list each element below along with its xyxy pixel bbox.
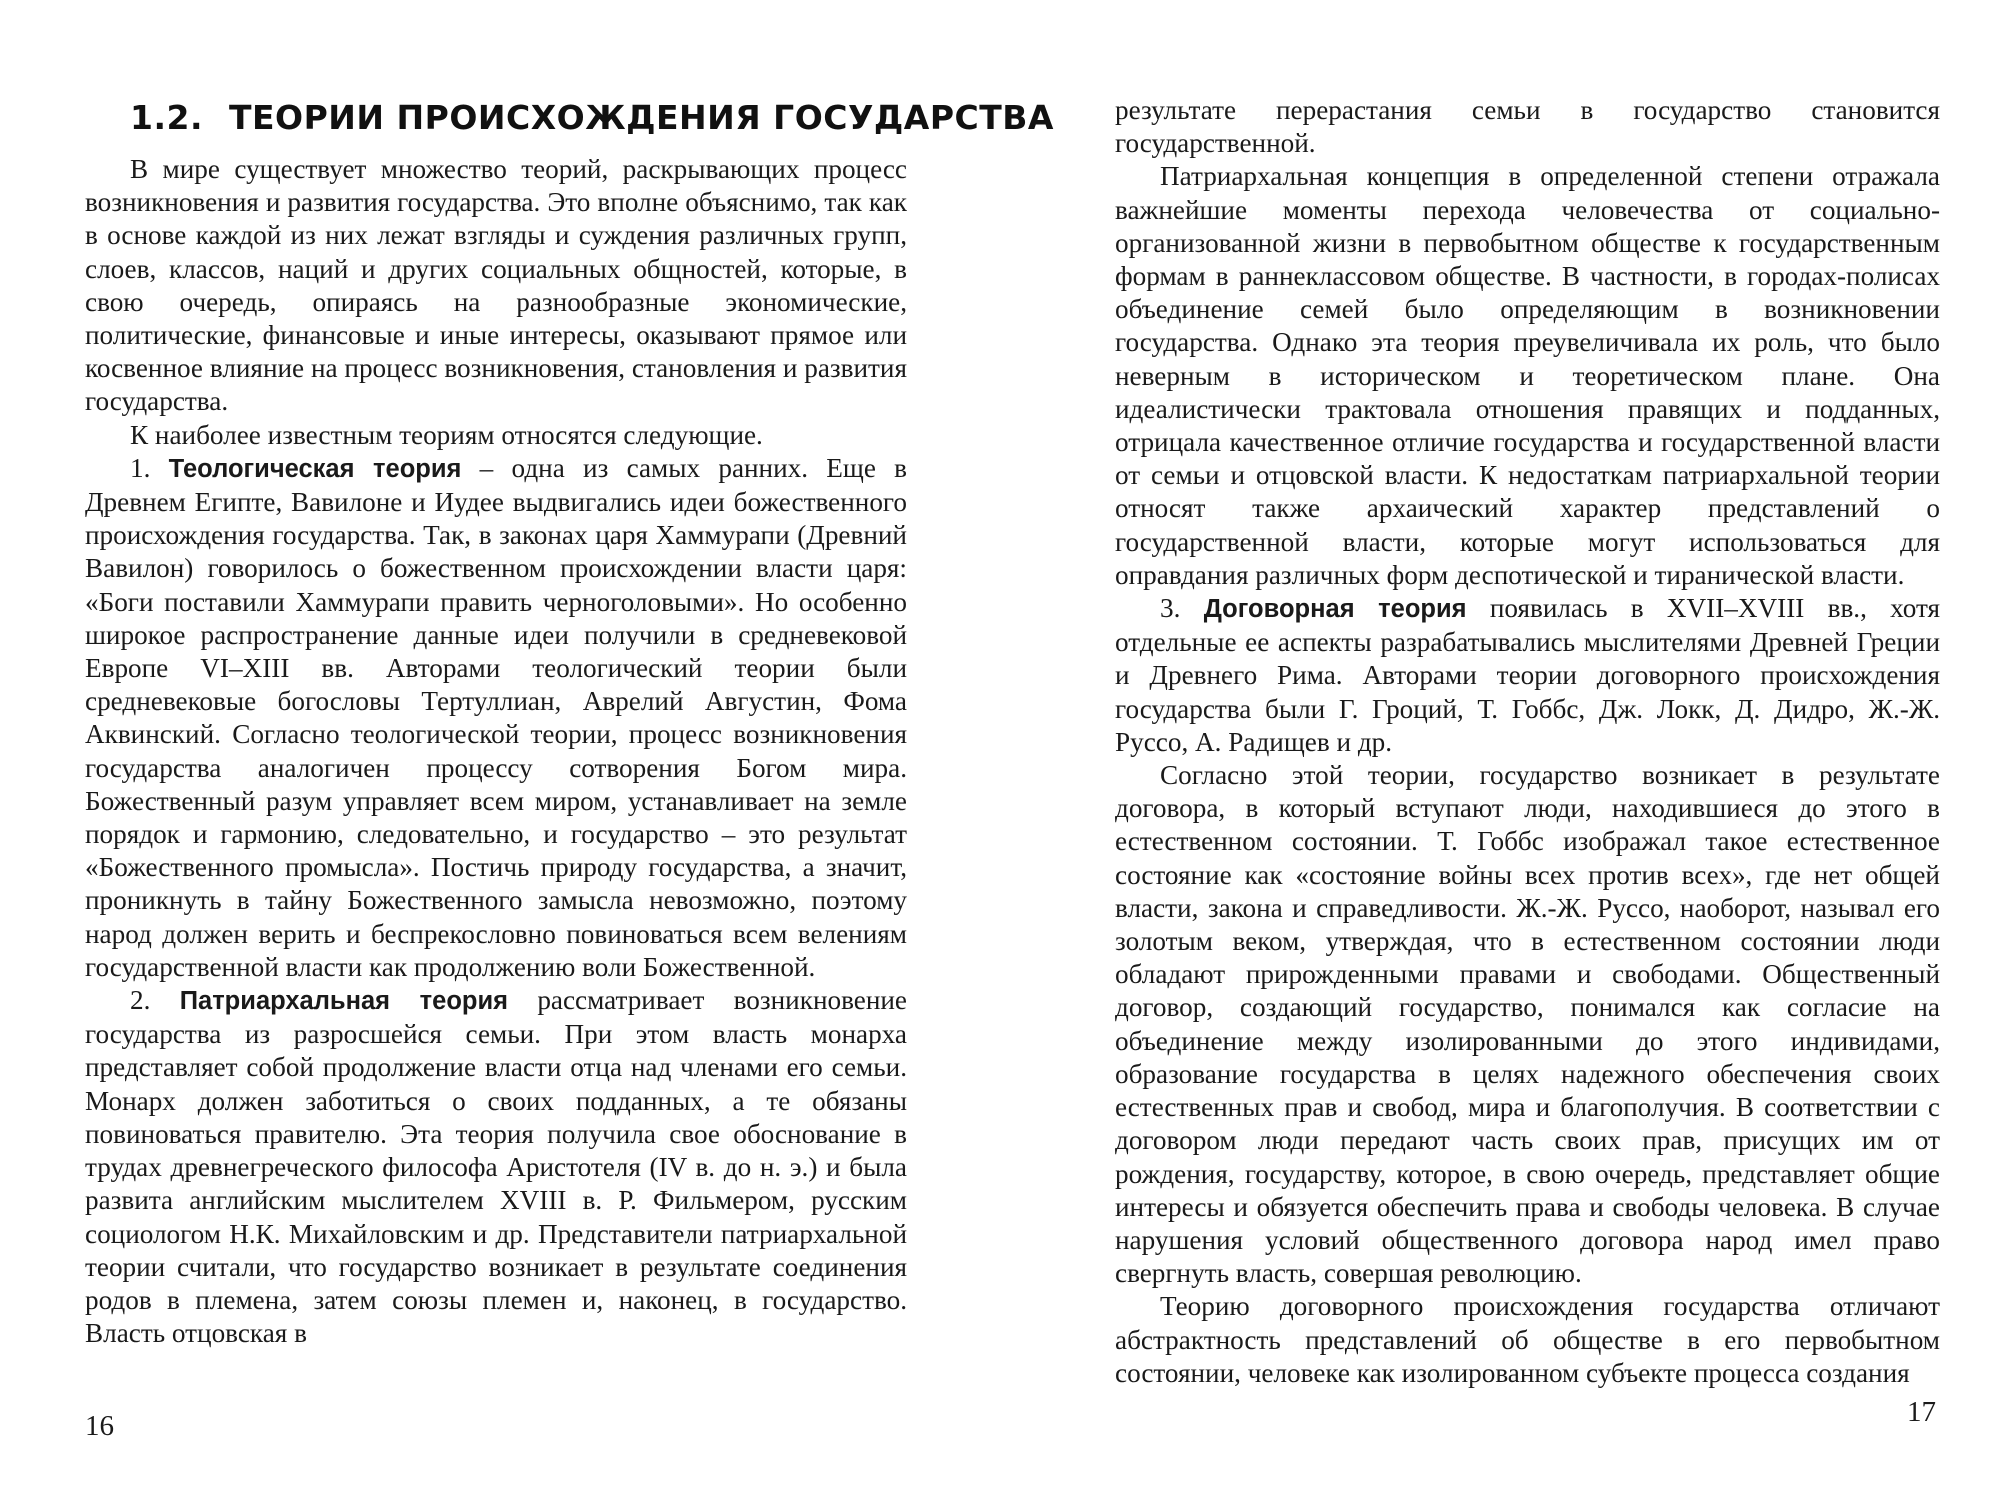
paragraph-text: рассматривает возникновение государства из разросшейся семьи. При этом власть монарха представляет собой продолжение власти отца над членами его семьи. Монарх должен заботиться о своих подданных, а те обязаны повиноваться правителю. Эта теория получила свое обоснование в трудах древнегреческого философа Аристотеля (IV в. до н. э.) и была развита английским мыслителем XVIII в. Р. Фильмером, русским социологом Н.К. Михайловским и др. Представители патриархальной теории считали, что государство возникает в результате соединения родов в племена, затем союзы племен и, наконец, в государство. Власть отцовская в: [85, 985, 907, 1349]
paragraph: [85, 153, 907, 419]
paragraph: [1115, 160, 1940, 592]
paragraph: [85, 984, 907, 1350]
left-page: [85, 0, 1054, 1510]
paragraph-text: Согласно этой теории, государство возникает в результате договора, в который вступают люди, находившиеся до этого в естественном состоянии. Т. Гоббс изображал такое естественное состояние как «состояние войны всех против всех», где нет общей власти, закона и справедливости. Ж.-Ж. Руссо, наоборот, называл его золотым веком, утверждая, что в естественном состоянии люди обладают прирожденными правами и свободами. Общественный договор, создающий государство, понимался как согласие на объединение между изолированными до этого индивидами, образование государства в целях надежного обеспечения своих естественных прав и свобод, мира и благополучия. В соответствии с договором люди передают часть своих прав, присущих им от рождения, государству, которое, в свою очередь, представляет общие интересы и обязуется обеспечить права и свободы человека. В случае нарушения условий общественного договора народ имел право свергнуть власть, совершая революцию.: [1115, 760, 1940, 1289]
page-number: 17: [1907, 1396, 1936, 1428]
paragraph-text: – одна из самых ранних. Еще в Древнем Египте, Вавилоне и Иудее выдвигались идеи божественного происхождения государства. Так, в законах царя Хаммурапи (Древний Вавилон) говорилось о божественном происхождении власти царя: «Боги поставили Хаммурапи править черноголовыми». Но особенно широкое распространение данные идеи получили в средневековой Европе VI–XIII вв. Авторами теологичеcкий теории были средневековые богословы Тертуллиан, Аврелий Августин, Фома Аквинский. Согласно теологической теории, процесс возникновения государства аналогичен процессу сотворения Богом мира. Божественный разум управляет всем миром, устанавливает на земле порядок и гармонию, следовательно, и государство – это результат «Божественного промысла». Постичь природу государства, а значит, проникнуть в тайну Божественного замысла невозможно, поэтому народ должен верить и беспрекословно повиноваться всем велениям государственной власти как продолжению воли Божественной.: [85, 452, 908, 982]
list-number: 3.: [1160, 593, 1204, 624]
paragraph: [85, 419, 907, 452]
paragraph: [1115, 759, 1940, 1290]
page-number: 16: [85, 1410, 114, 1442]
section-heading: [130, 98, 1054, 137]
right-page: [1115, 0, 1940, 1510]
paragraph-text: Патриархальная концепция в определенной степени отражала важнейшие моменты перехода человечества от социально-организованной жизни в первобытном обществе к государственным формам в раннеклассовом обществе. В частности, в городах-полисах объединение семей было определяющим в возникновении государства. Однако эта теория преувеличивала их роль, что было неверным в историческом и теоретическом плане. Она идеалистически трактовала отношения правящих и подданных, отрицала качественное отличие государства и государственной власти от семьи и отцовской власти. К недостаткам патриархальной теории относят также архаический характер представлений о государственной власти, которые могут использоваться для оправдания различных форм деспотической и тиранической власти.: [1115, 161, 1940, 590]
paragraph-text: Теорию договорного происхождения государства отличают абстрактность представлений об обществе в его первобытном состоянии, человеке как изолированном субъекте процесса создания: [1115, 1291, 1940, 1388]
list-number: 2.: [130, 985, 180, 1016]
section-title: ТЕОРИИ ПРОИСХОЖДЕНИЯ ГОСУДАРСТВА: [229, 98, 1054, 137]
paragraph: [1115, 1290, 1940, 1390]
paragraph-text: К наиболее известным теориям относятся следующие.: [130, 419, 763, 450]
list-number: 1.: [130, 452, 169, 483]
paragraph: [1115, 592, 1940, 759]
right-body-text: [1115, 94, 1940, 1390]
section-number: 1.2.: [130, 98, 203, 137]
paragraph: [85, 452, 907, 984]
left-body-text: [85, 153, 907, 1350]
paragraph-continued: [1115, 94, 1940, 160]
paragraph-text: В мире существует множество теорий, раскрывающих процесс возникновения и развития государства. Это вполне объяснимо, так как в основе каждой из них лежат взгляды и суждения различных групп, слоев, классов, наций и других социальных общностей, которые, в свою очередь, опираясь на разнообразные экономические, политические, финансовые и иные интересы, оказывают прямое или косвенное влияние на процесс возникновения, становления и развития государства.: [85, 154, 907, 417]
paragraph-text: появилась в XVII–XVIII вв., хотя отдельные ее аспекты разрабатывались мыслителями Древней Греции и Древнего Рима. Авторами теории договорного происхождения государства были Г. Гроций, Т. Гоббс, Дж. Локк, Д. Дидро, Ж.-Ж. Руссо, А. Радищев и др.: [1115, 593, 1940, 757]
paragraph-text: результате перерастания семьи в государство становится государственной.: [1115, 95, 1940, 159]
term-patriarchal: Патриархальная теория: [179, 987, 509, 1016]
term-theological: Теологическая теория: [168, 454, 462, 483]
term-contractual: Договорная теория: [1203, 595, 1467, 624]
